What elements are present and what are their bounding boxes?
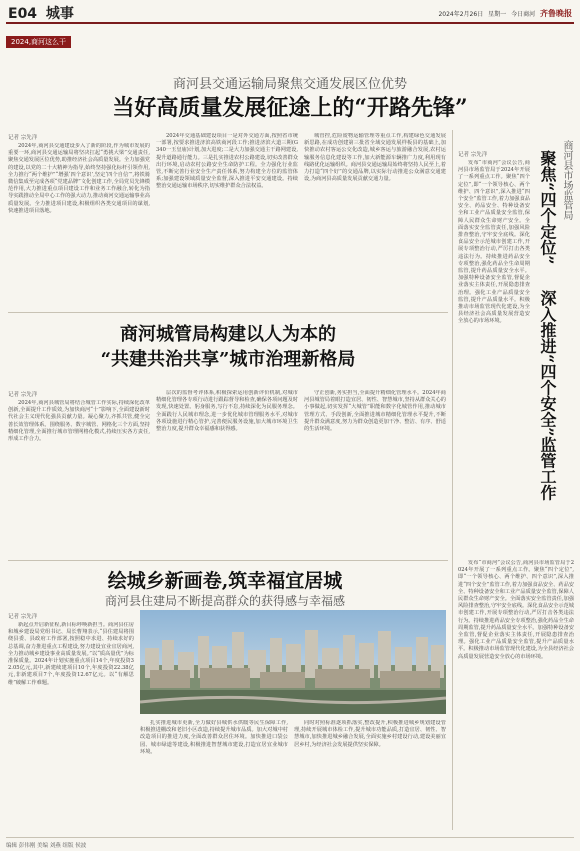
header-right [438,8,572,19]
article3-title: 绘城乡新画卷,筑幸福宜居城 [107,570,343,592]
article4-title-line1: 聚焦“四个定位” [538,150,557,265]
article1-col3-text: 城管控,危险废物运输管理等重点工作,构建绿色交通发展新思路,在成功创建第三批省全域交通发展样板县的基础上,加快推动农村客运公交化改造,城乡客运与旅游融合发展,农村运输服务信息化建设等工作,加大新能源车辆推广力度,利用现有线路优化运输组织。商河县交通运输局始终将坚持人民至上,着力打造“四个好”的交通品牌,以实际行动推进公众满意交通建设,为商河县高质量发展贡献交通力量。 [304,133,446,183]
article2-col2-text: 层次的监督考评体系,积极探索运用创新评价机制,对城市精细化管理各专项行动进行跟踪督导和检查,确保各项问题及时发现,快速处置。躬身服务,写行不怠,持续深化为民服务理念。全面践行人民城市理念,进一步优化城市管理服务水平,对城市各项设施进行精心管护,完善便民服务设施,加大城市环境卫生整治力度,提升群众幸福感和获得感。 [156,390,298,433]
article2-title-line2: “共建共治共享”城市治理新格局 [100,349,356,370]
article1-col1 [8,143,150,306]
city-photo [140,610,446,714]
banner [6,29,71,48]
article2-title-line1: 商河城管局构建以人为本的 [120,324,336,345]
article3-col2 [140,720,288,830]
issue-weekday: 星期一 [488,11,507,18]
article4-body-bottom-text: 发布“市商河”会议公告,商河县市场监管局于2024年开展了一系列重点工作。聚焦“四个定位”,即“一个领导核心、两个维护、四个意识”,深入推进“四个安全”监管工作,着力加强食品安全、药品安全、特种设备安全和工业产品质量安全监管,保障人民群众生命财产安全。全面落实安全监管责任,加强风险排查整治,守牢安全底线。深化食品安全示范城市创建工作,开展专项整治行动,严厉打击各类违法行为。持续推进药品安全专项整治,强化药品全生命周期监管,提升药品质量安全水平。加强特种设备安全监管,督促企业落实主体责任,开展隐患排查治理。强化工业产品质量安全监管,提升产品质量水平。积极推动市场监管现代化建设,为全县经济社会高质量发展营造安全放心的市场环境。 [458,560,574,660]
article2-col1 [8,400,150,555]
article1-byline: 记者 宗先洋 [8,135,38,141]
article1-col2 [156,133,298,305]
article3-col2-text: 扎实推进城市更新,全力做好县城供水供暖等民生保障工作,积极推进棚改和老旧小区改造,持续提升城市品质。加大对城中村改造项目的推进力度,全面改善群众居住环境。加快推进口袋公园、城市绿道等建设,积极推进智慧城市建设,打造宜居宜业城市环境。 [140,720,288,755]
article2-col2 [156,390,298,555]
divider-1 [8,312,448,313]
article3-subtitle: 商河县住建局不断提高群众的获得感与幸福感 [104,594,345,608]
divider-2 [8,560,448,561]
footer-rule [6,837,574,838]
paper-name: 齐鲁晚报 [540,8,572,18]
section-name: 城事 [45,6,74,22]
city-photo-illustration [140,610,446,714]
article3-col3-text: 同时对照标准逐项抓落实,整改提升,积极推进城乡规划建设管理,持续开展城市体检工作,提升城市功能品质,打造宜居、韧性、智慧城市,加快推进城乡融合发展,全面实施乡村建设行动,建设美丽宜居乡村,为经济社会发展提供坚实保障。 [294,720,446,748]
article3-col1-text: 新起点开启新征程,新目标呼唤新担当。商河县住房和城乡建设局党组书记、局长曹翔表示,“县住建局将围绕县委、县政府工作部署,按照稳中求进、持续求好的总基调,奋力推进重点工程建设,努力建设宜业宜居商河,全力推动城乡建设事业高质量发展。”以“质高量优”为标准保质量。2024年计划实施重点项目14个,年度投资32.05亿元,其中,新建续建项目10个,年度投资22.38亿元,非新建项目7个,年度投资12.67亿元。以“有解思维”破解工作难题。 [8,622,134,686]
article2-col1-text: 2024年,商河县城管局将结合城管工作实际,持续深化改革创新,全面提升工作质效,为加快商河“十”影响下,全面建设新时代社会主义现代化强县贡献力量。凝心聚力,齐抓共管,健全完善长效管理体系。围绕服务、数字城管、网格化三个方面,坚持精细化管理,全面推行城市管理网格化模式,持续压实各方责任,形成工作合力。 [8,400,150,443]
article4-body-top-text: 发布“市商河”会议公告,商河县市场监管局于2024年开展了一系列重点工作。聚焦“四个定位”,即“一个领导核心、两个维护、四个意识”,深入推进“四个安全”监管工作,着力加强食品安全、药品安全、特种设备安全和工业产品质量安全监管,保障人民群众生命财产安全。全面落实安全监管责任,加强风险排查整治,守牢安全底线。深化食品安全示范城市创建工作,开展专项整治行动,严厉打击各类违法行为。持续推进药品安全专项整治,强化药品全生命周期监管,提升药品质量安全水平。加强特种设备安全监管,督促企业落实主体责任,开展隐患排查治理。强化工业产品质量安全监管,提升产品质量水平。积极推动市场监管现代化建设,为全县经济社会高质量发展营造安全放心的市场环境。 [458,160,530,325]
article2-col3 [304,390,446,555]
article1-col3 [304,133,446,305]
article2-byline: 记者 宗先洋 [8,392,38,398]
article4-byline: 记者 宗先洋 [458,152,488,158]
article4-body-top [458,160,530,550]
article2-col3-text: 守正创新,务实担当,全面提升精细化管理水平。2024年商河县城管局着眼打造宜居、韧性、智慧城市,坚持从群众关心的小事做起,切实发挥“大城管”职能和数字化城管作用,推动城市管理方式、手段创新,全面推进城市精细化管理水平提升,不断提升群众满意度,努力为群众创造更加干净、整洁、有序、舒适的生活环境。 [304,390,446,433]
editor-credits: 编辑 彭伟刚 美编 刘燕 组版 侯波 [6,843,87,849]
article1-title: 当好高质量发展征途上的“开路先锋” [112,95,468,121]
article3-byline: 记者 宗先洋 [8,614,38,620]
banner-tag: 2024,商河这么干 [6,36,71,48]
header-rule [6,22,574,24]
right-column-divider [452,130,453,830]
issue-date: 2024年2月26日 [438,11,484,18]
page-number: E04 [8,6,38,22]
article1-subtitle: 商河县交通运输局聚焦交通发展区位优势 [172,77,407,92]
article3-col3 [294,720,446,830]
editor-note: 今日商河 [511,11,536,18]
article4-subtitle: 商河县市场监管局 [561,140,572,220]
article4-body-bottom [458,560,574,830]
page-code [8,3,74,23]
article3-col1 [8,622,134,830]
article1-col1-text: 2024年,商河县交通建设步入了新的阶段,作为城市发展的重要一环,商河县交通运输局将坚决扛起“勇挑大梁”交通责任,聚焦交通发展区位优势,助推经济社会高质量发展。全力加强党的建设,以党的二十大精神为指导,始终坚持强化标杆引领作用,全力推行“两个维护”“增强‘四个意识’,坚定‘四个自信’”,将铁骑微信集成至完成各项“党建品牌”文化创建工作,全局党员先锋模范作用,大力推进重点项目建设工作和业务工作融合,转化为指导实践推动全局中心工作的强大动力,推动商河交通运输事业高质量发展。全力推进项目建设,积极组织各类交通项目的谋划,快速推进项目落地。 [8,143,150,214]
article1-col2-text: 2024年交通基础建设项目一是对外交通方面,按照省市统一部署,按要求推进济滨高铁商河段工作;推进济滨大道三期(G340一玉皇庙)计划,加大进度;二是大力加强交通主干路网建设,提升道路通行能力。三是扎实推进农村公路建设,切实改善群众出行环境,启动农村公路安全生命防护工程。全力强化行业监管,不断完善行业安全生产责任体系,努力构建全方位的监管体系;加强建设领域质量安全监督,深入推进平安交通建设。持续整治交通运输市场秩序,切实维护群众合法权益。 [156,133,298,190]
article4-title-line2: 深入推进“四个安全”监管工作 [538,290,557,501]
